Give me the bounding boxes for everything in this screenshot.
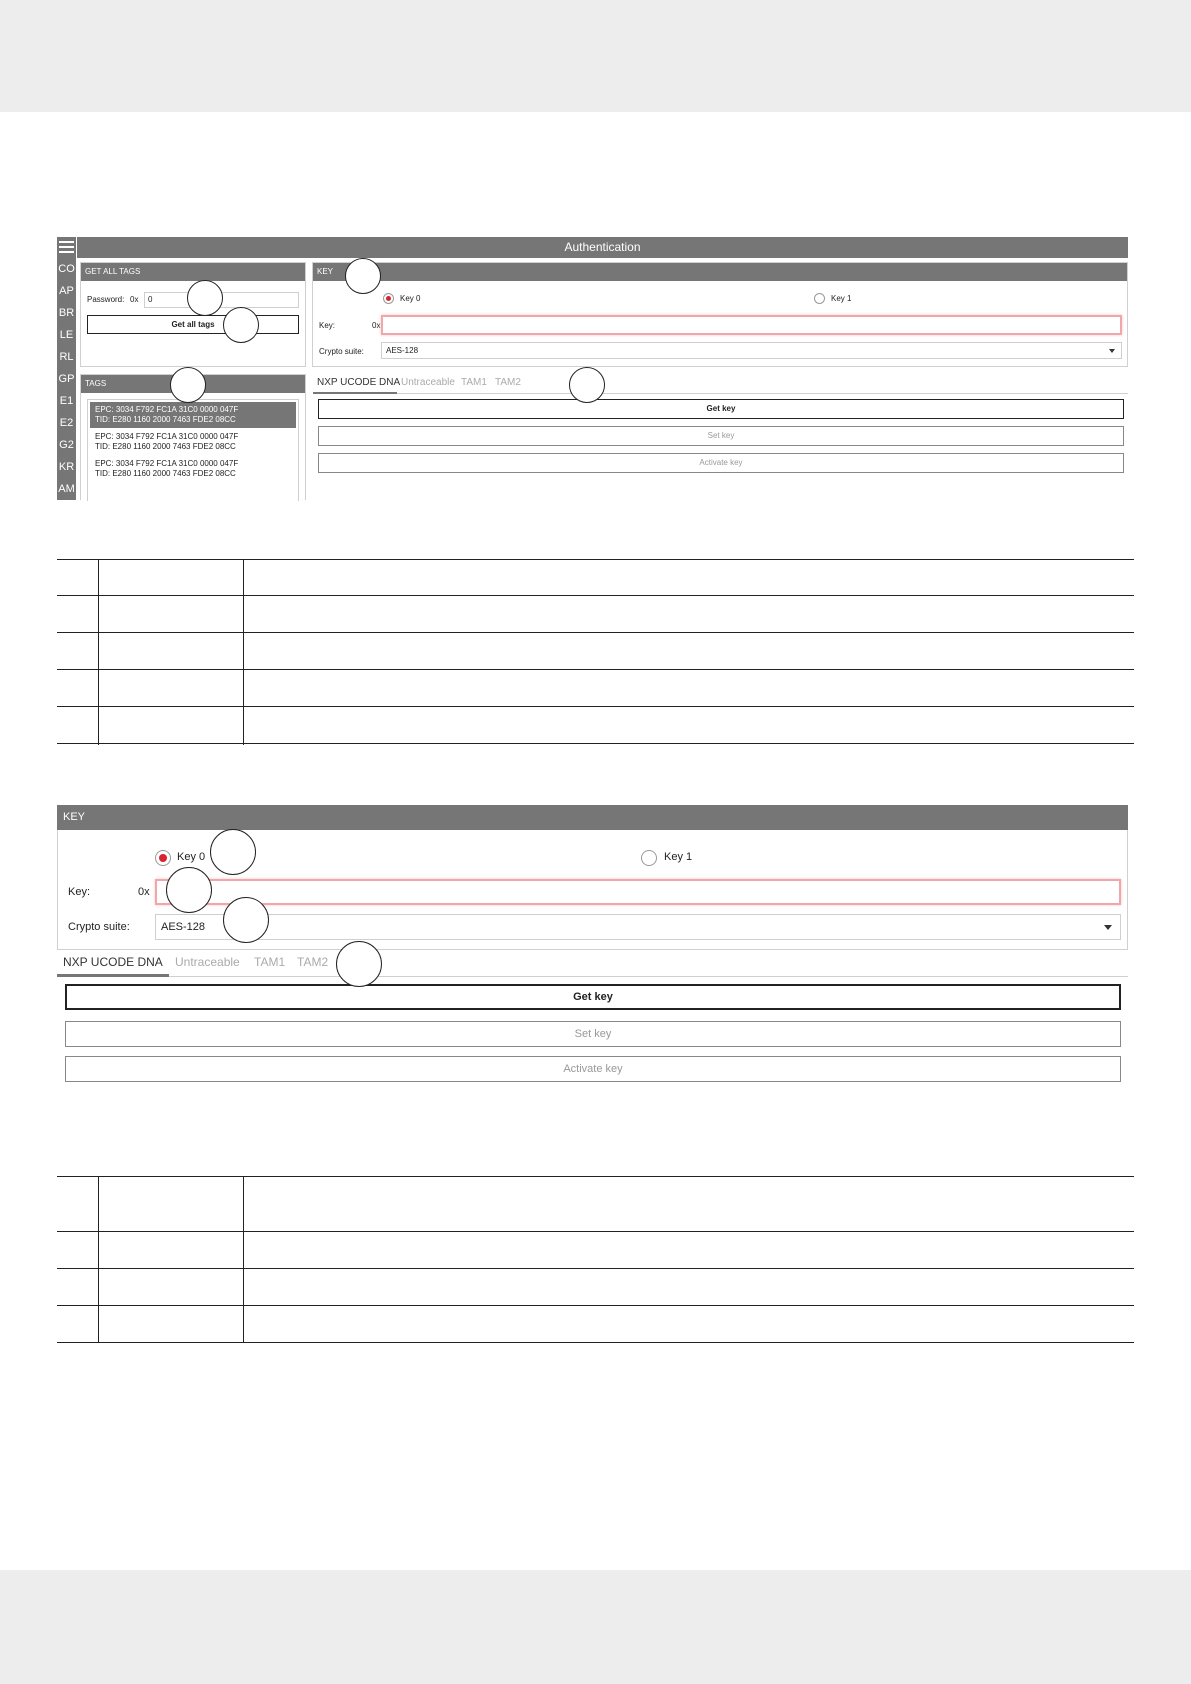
nav-item-e1[interactable]: E1 [59,395,74,407]
legend-table-2 [57,1176,1134,1343]
crypto-suite-label: Crypto suite: [68,921,130,933]
tags-heading: TAGS [81,375,305,393]
key-0-label: Key 0 [400,294,421,303]
callout-marker [223,307,259,343]
list-item[interactable] [90,456,296,482]
key-label: Key: [319,321,336,330]
key-input[interactable] [155,879,1121,905]
tag-epc: EPC: 3034 F792 FC1A 31C0 0000 047F [95,432,239,441]
set-key-button[interactable]: Set key [318,426,1124,446]
tab-untraceable[interactable]: Untraceable [401,377,455,388]
active-tab-indicator [313,392,397,394]
table-row [57,1232,1134,1269]
key-input[interactable] [381,315,1122,335]
key-heading: KEY [57,805,1128,830]
crypto-suite-value: AES-128 [386,346,419,355]
nav-item-e2[interactable]: E2 [59,417,74,429]
list-item[interactable] [90,402,296,428]
key-1-radio[interactable] [814,293,825,304]
nav-item-co[interactable]: CO [58,263,75,275]
nav-item-le[interactable]: LE [59,329,74,341]
legend-table-1 [57,559,1134,744]
crypto-suite-value: AES-128 [161,921,206,933]
activate-key-button[interactable]: Activate key [318,453,1124,473]
tab-tam1[interactable]: TAM1 [254,955,286,969]
tag-tid: TID: E280 1160 2000 7463 FDE2 08CC [95,442,236,451]
tab-divider [313,393,1128,394]
password-label: Password: [87,295,125,304]
get-all-tags-heading: GET ALL TAGS [81,263,305,281]
key-panel-detail-screenshot [57,805,1128,1085]
table-row [57,633,1134,670]
activate-key-button[interactable]: Activate key [65,1056,1121,1082]
key-1-radio[interactable] [641,850,657,866]
crypto-suite-select[interactable] [381,342,1122,359]
callout-marker [210,829,256,875]
callout-marker [223,897,269,943]
callout-marker [569,367,605,403]
nav-item-rl[interactable]: RL [59,351,74,363]
list-item[interactable] [90,429,296,455]
tag-epc: EPC: 3034 F792 FC1A 31C0 0000 047F [95,459,239,468]
nav-item-kr[interactable]: KR [58,461,75,473]
key-0-label: Key 0 [177,851,206,863]
tags-list[interactable] [87,399,299,501]
key-prefix: 0x [372,321,381,330]
key-1-label: Key 1 [831,294,852,303]
key-panel [312,262,1128,367]
nav-item-am[interactable]: AM [58,483,75,495]
hamburger-menu-icon[interactable] [59,241,74,255]
nav-item-br[interactable]: BR [58,307,75,319]
tab-tam1[interactable]: TAM1 [461,377,487,388]
crypto-suite-select[interactable] [155,914,1121,940]
table-row [57,1176,1134,1232]
tab-tam2[interactable]: TAM2 [495,377,521,388]
password-input[interactable]: 0 [144,292,299,308]
tab-untraceable[interactable]: Untraceable [175,955,240,969]
key-label: Key: [68,886,91,898]
callout-marker [187,280,223,316]
crypto-suite-label: Crypto suite: [319,347,364,356]
callout-marker [170,367,206,403]
table-row [57,1269,1134,1306]
key-heading: KEY [313,263,1127,281]
table-row [57,707,1134,744]
get-all-tags-panel [80,262,306,367]
table-row [57,596,1134,633]
page-header-band [0,0,1191,112]
callout-marker [345,258,381,294]
chevron-down-icon [1104,925,1112,930]
side-nav [57,237,76,500]
table-row [57,559,1134,596]
key-prefix: 0x [138,886,150,898]
chevron-down-icon [1109,349,1115,353]
page-footer-band [0,1570,1191,1684]
callout-marker [336,941,382,987]
get-key-button[interactable]: Get key [318,399,1124,419]
tag-epc: EPC: 3034 F792 FC1A 31C0 0000 047F [95,405,239,414]
tab-tam2[interactable]: TAM2 [297,955,329,969]
tag-tid: TID: E280 1160 2000 7463 FDE2 08CC [95,469,236,478]
tag-tid: TID: E280 1160 2000 7463 FDE2 08CC [95,415,236,424]
set-key-button[interactable]: Set key [65,1021,1121,1047]
tab-nxp-ucode-dna[interactable]: NXP UCODE DNA [63,955,163,969]
get-all-tags-button[interactable]: Get all tags [87,315,299,334]
nav-item-gp[interactable]: GP [58,373,75,385]
authentication-screenshot [57,237,1128,500]
key-1-label: Key 1 [664,851,693,863]
tab-nxp-ucode-dna[interactable]: NXP UCODE DNA [317,377,401,388]
key-0-radio[interactable] [383,293,394,304]
table-row [57,1306,1134,1343]
key-0-radio[interactable] [155,850,171,866]
active-tab-indicator [57,974,169,977]
callout-marker [166,867,212,913]
nav-item-ap[interactable]: AP [59,285,74,297]
get-key-button[interactable]: Get key [65,984,1121,1010]
nav-item-g2[interactable]: G2 [59,439,74,451]
window-title: Authentication [77,237,1128,258]
password-prefix: 0x [130,295,139,304]
tab-divider [57,976,1128,977]
table-row [57,670,1134,707]
